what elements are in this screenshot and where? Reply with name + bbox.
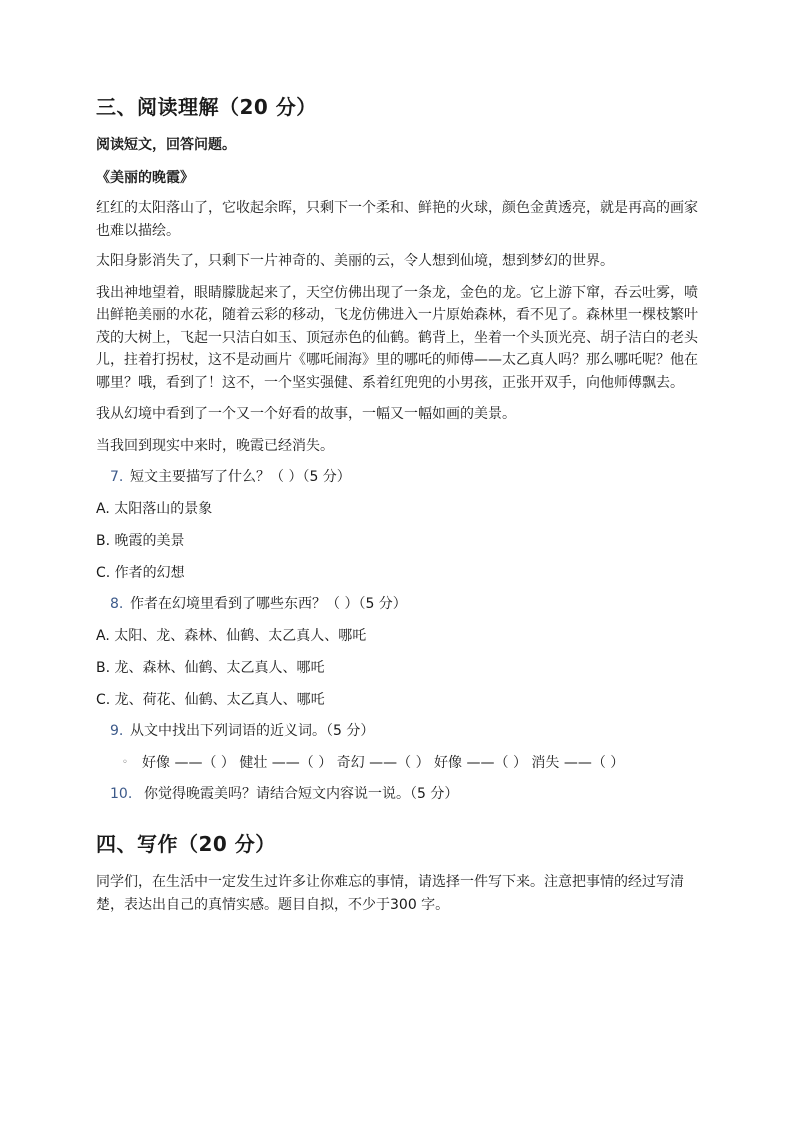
q9-word-items: 好像 ——（ ） 健壮 ——（ ） 奇幻 ——（ ） 好像 ——（ ） 消失 ——（ ） [142,755,625,771]
q8-option-b: B. 龙、森林、仙鹤、太乙真人、哪吒 [96,660,325,676]
section-3-title: 三、阅读理解（20 分） [96,95,317,119]
question-7-text: 短文主要描写了什么？（ ）（5 分） [130,469,351,485]
q7-option-c: C. 作者的幻想 [96,565,185,581]
passage-paragraph-5: 当我回到现实中来时，晚霞已经消失。 [96,437,334,454]
q7-option-b: B. 晚霞的美景 [96,533,185,549]
passage-paragraph-3: 我出神地望着，眼睛朦胧起来了，天空仿佛出现了一条龙，金色的龙。它上游下窜，吞云吐雾，喷出鲜艳美丽的水花，随着云彩的移动，飞龙仿佛进入一片原始森林，看不见了。森林里一棵枝繁叶茂的大树上，飞起一只洁白如玉、顶冠赤色的仙鹤。鹤背上，坐着一个头顶光亮、胡子洁白的老头儿，拄着打拐杖，这不是动画片《哪吒闹海》里的哪吒的师傅——太乙真人吗？那么哪吒呢？他在哪里？哦，看到了！这不，一个坚实强健、系着红兜兜的小男孩，正张开双手，向他师傅飘去。 [96,284,698,391]
bullet-icon: ◦ [122,757,128,768]
question-7-number: 7. [110,469,124,485]
question-8-number: 8. [110,596,124,612]
document-page [96,92,702,916]
question-10-number: 10. [110,786,133,802]
section-4-title: 四、写作（20 分） [96,832,276,856]
q9-word-list [96,752,702,774]
question-9-text: 从文中找出下列词语的近义词。（5 分） [130,723,375,739]
question-10-text: 你觉得晚霞美吗？请结合短文内容说一说。（5 分） [144,786,459,802]
reading-instruction: 阅读短文，回答问题。 [96,137,236,153]
question-8-text: 作者在幻境里看到了哪些东西？（ ）（5 分） [130,596,407,612]
question-9-number: 9. [110,723,124,739]
question-10 [96,783,702,805]
question-7 [96,466,702,488]
passage-paragraph-4: 我从幻境中看到了一个又一个好看的故事，一幅又一幅如画的美景。 [96,406,516,422]
passage-paragraph-2: 太阳身影消失了，只剩下一片神奇的、美丽的云，令人想到仙境，想到梦幻的世界。 [96,253,614,269]
q8-option-c: C. 龙、荷花、仙鹤、太乙真人、哪吒 [96,692,325,708]
question-8 [96,593,702,615]
question-9 [96,720,702,742]
writing-prompt: 同学们，在生活中一定发生过许多让你难忘的事情，请选择一件写下来。注意把事情的经过写清楚，表达出自己的真情实感。题目自拟，不少于300 字。 [96,874,684,913]
passage-paragraph-1: 红红的太阳落山了，它收起余晖，只剩下一个柔和、鲜艳的火球，颜色金黄透亮，就是再高的画家也难以描绘。 [96,200,698,239]
passage-title: 《美丽的晚霞》 [96,169,194,186]
q8-option-a: A. 太阳、龙、森林、仙鹤、太乙真人、哪吒 [96,628,367,644]
q7-option-a: A. 太阳落山的景象 [96,501,213,517]
